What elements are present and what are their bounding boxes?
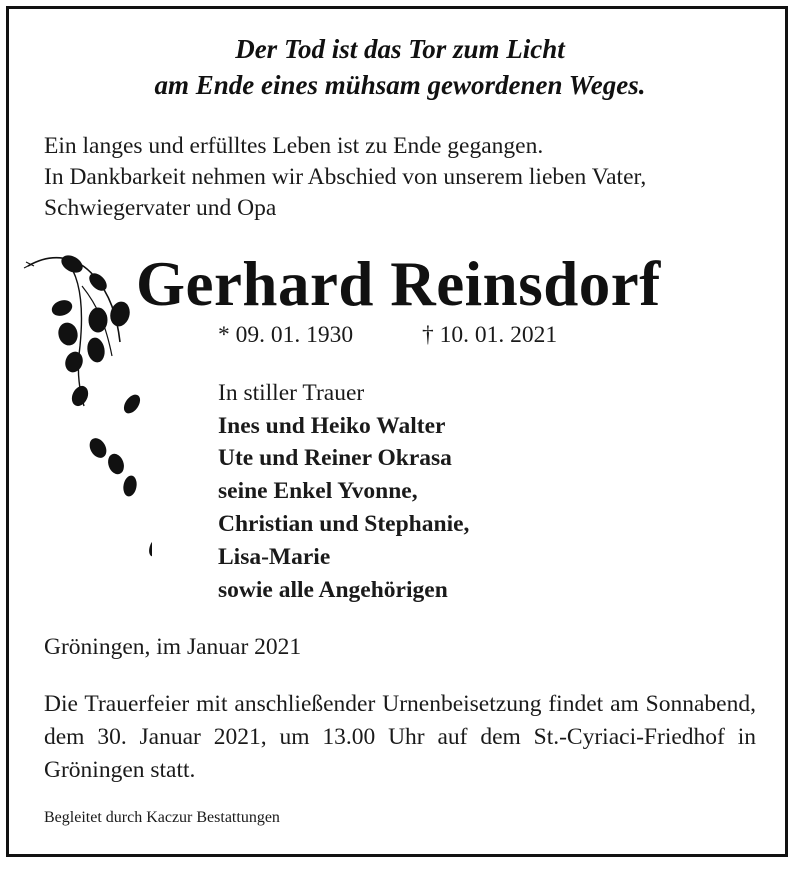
birth-date: * 09. 01. 1930 <box>218 322 354 348</box>
ceremony-text: Die Trauerfeier mit anschließender Urnenbeisetzung findet am Sonnabend, dem 30. Januar 2021, um 13.00 Uhr auf dem St.-Cyriaci-Friedhof in Gröningen statt. <box>44 691 756 783</box>
mourner-line: Christian und Stephanie, <box>218 511 470 537</box>
motto-line-1: Der Tod ist das Tor zum Licht <box>235 34 565 64</box>
place-date: Gröningen, im Januar 2021 <box>44 634 302 660</box>
mourner-line: Ute und Reiner Okrasa <box>218 445 452 471</box>
mourner-line: Ines und Heiko Walter <box>218 413 446 439</box>
intro-line-1: Ein langes und erfülltes Leben ist zu Ende gegangen. <box>44 133 544 159</box>
death-date: † 10. 01. 2021 <box>422 322 558 348</box>
undertaker-credit: Begleitet durch Kaczur Bestattungen <box>44 809 280 826</box>
motto-line-2: am Ende eines mühsam gewordenen Weges. <box>154 70 646 100</box>
leaf-branch-icon <box>22 246 152 616</box>
mourner-line: seine Enkel Yvonne, <box>218 478 418 504</box>
mourner-line: sowie alle Angehörigen <box>218 577 448 603</box>
intro-line-3: Schwiegervater und Opa <box>44 195 277 221</box>
mourners-heading: In stiller Trauer <box>218 380 365 406</box>
deceased-name: Gerhard Reinsdorf <box>136 249 661 319</box>
intro-line-2: In Dankbarkeit nehmen wir Abschied von unserem lieben Vater, <box>44 164 647 190</box>
mourner-line: Lisa-Marie <box>218 544 331 570</box>
